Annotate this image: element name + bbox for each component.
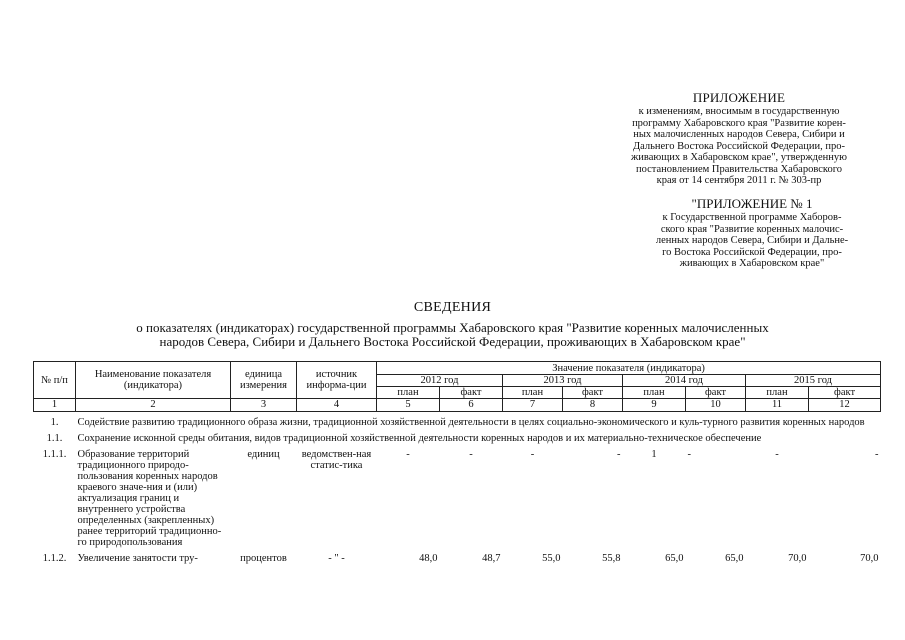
section-num: 1.1. <box>46 433 63 444</box>
column-number: 9 <box>623 399 686 412</box>
table-row <box>34 449 881 548</box>
header-year: 2012 год <box>377 375 503 387</box>
row-value: - <box>775 449 779 460</box>
appendix-line: края от 14 сентября 2011 г. № 303-пр <box>656 175 822 186</box>
row-value: 65,0 <box>725 553 744 564</box>
header-row <box>34 362 881 375</box>
row-value: 55,0 <box>542 553 561 564</box>
column-number: 5 <box>377 399 440 412</box>
header-plan: план <box>746 387 809 399</box>
document-subtitle-line: о показателях (индикаторах) государственной программы Хабаровского края "Развитие коренных малочисленных <box>136 320 769 335</box>
column-number: 1 <box>34 399 76 412</box>
appendix-line: живающих в Хабаровском крае", утвержденную <box>631 152 847 163</box>
row-value: 1 <box>651 449 657 460</box>
row-value: - <box>406 449 410 460</box>
header-source: источник информа-ции <box>297 362 377 399</box>
header-fact: факт <box>809 387 881 399</box>
appendix-title: ПРИЛОЖЕНИЕ <box>692 90 786 105</box>
column-number: 4 <box>297 399 377 412</box>
row-unit: процентов <box>240 553 287 564</box>
row-source: - " - <box>328 553 345 564</box>
section-row <box>34 417 881 428</box>
appendix-1-line: ского края "Развитие коренных малочис- <box>660 223 844 235</box>
document-subtitle-line: народов Севера, Сибири и Дальнего Востока Российской Федерации, проживающих в Хабаровском крае" <box>159 334 746 349</box>
column-number: 12 <box>809 399 881 412</box>
column-number-row <box>34 399 881 412</box>
header-num: № п/п <box>34 362 76 399</box>
row-value: 70,0 <box>788 553 807 564</box>
row-value: 48,0 <box>419 553 438 564</box>
column-number: 3 <box>231 399 297 412</box>
row-name: Образование территорий традиционного природо-пользования коренных народов краевого значе-ния и (или) актуализация границ и внутреннего устройства определенных (закрепленных) ранее территорий традиционно-го природопользования <box>77 449 222 548</box>
section-text: Содействие развитию традиционного образа жизни, традиционной хозяйственной деятельности в целях социально-экономического и куль-турного развития коренных народов <box>77 417 865 428</box>
row-unit: единиц <box>247 449 280 460</box>
section-row <box>34 433 881 444</box>
appendix-1-header <box>628 196 876 270</box>
appendix-header <box>598 90 880 187</box>
appendix-line: к изменениям, вносимым в государственную <box>638 106 840 117</box>
column-number: 7 <box>503 399 563 412</box>
header-fact: факт <box>563 387 623 399</box>
appendix-1-line: живающих в Хабаровском крае" <box>679 258 825 269</box>
header-fact: факт <box>440 387 503 399</box>
header-year: 2015 год <box>746 375 881 387</box>
appendix-1-line: к Государственной программе Хаборов- <box>662 212 842 223</box>
header-plan: план <box>503 387 563 399</box>
row-value: - <box>875 449 879 460</box>
column-number: 8 <box>563 399 623 412</box>
appendix-line: программу Хабаровского края "Развитие корен- <box>632 117 846 129</box>
column-number: 10 <box>686 399 746 412</box>
indicators-table <box>33 361 881 564</box>
appendix-line: ных малочисленных народов Севера, Сибири и <box>633 129 845 140</box>
header-value: Значение показателя (индикатора) <box>377 362 881 375</box>
row-value: 65,0 <box>665 553 684 564</box>
header-plan: план <box>377 387 440 399</box>
appendix-1-line: ленных народов Севера, Сибири и Дальне- <box>655 235 849 246</box>
row-value: - <box>530 449 535 460</box>
appendix-1-text <box>628 212 876 270</box>
row-value: - <box>687 449 691 460</box>
header-year: 2014 год <box>623 375 746 387</box>
header-year: 2013 год <box>503 375 623 387</box>
appendix-text <box>598 106 880 187</box>
column-number: 6 <box>440 399 503 412</box>
row-value: 48,7 <box>482 553 501 564</box>
appendix-1-line: го Востока Российской Федерации, про- <box>662 246 842 258</box>
section-num: 1. <box>50 417 59 428</box>
header-name: Наименование показателя (индикатора) <box>76 362 231 399</box>
header-unit: единица измерения <box>231 362 297 399</box>
row-value: - <box>617 449 621 460</box>
row-name: Увеличение занятости тру- <box>77 553 198 564</box>
row-num: 1.1.1. <box>42 449 67 460</box>
column-number: 2 <box>76 399 231 412</box>
document-title: СВЕДЕНИЯ <box>413 300 492 315</box>
row-source: ведомствен-ная статис-тика <box>301 449 372 471</box>
section-text: Сохранение исконной среды обитания, видов традиционной хозяйственной деятельности коренных народов и их материально-техническое обеспечение <box>77 433 762 444</box>
appendix-line: Дальнего Востока Российской Федерации, про- <box>632 140 846 152</box>
appendix-line: постановлением Правительства Хабаровского <box>635 163 843 175</box>
row-value: - <box>469 449 473 460</box>
header-fact: факт <box>686 387 746 399</box>
header-plan: план <box>623 387 686 399</box>
row-value: 55,8 <box>602 553 621 564</box>
appendix-1-title: "ПРИЛОЖЕНИЕ № 1 <box>691 196 813 211</box>
column-number: 11 <box>746 399 809 412</box>
table-row <box>34 553 881 564</box>
row-value: 70,0 <box>860 553 879 564</box>
row-num: 1.1.2. <box>42 553 67 564</box>
document-subtitle <box>70 321 835 349</box>
